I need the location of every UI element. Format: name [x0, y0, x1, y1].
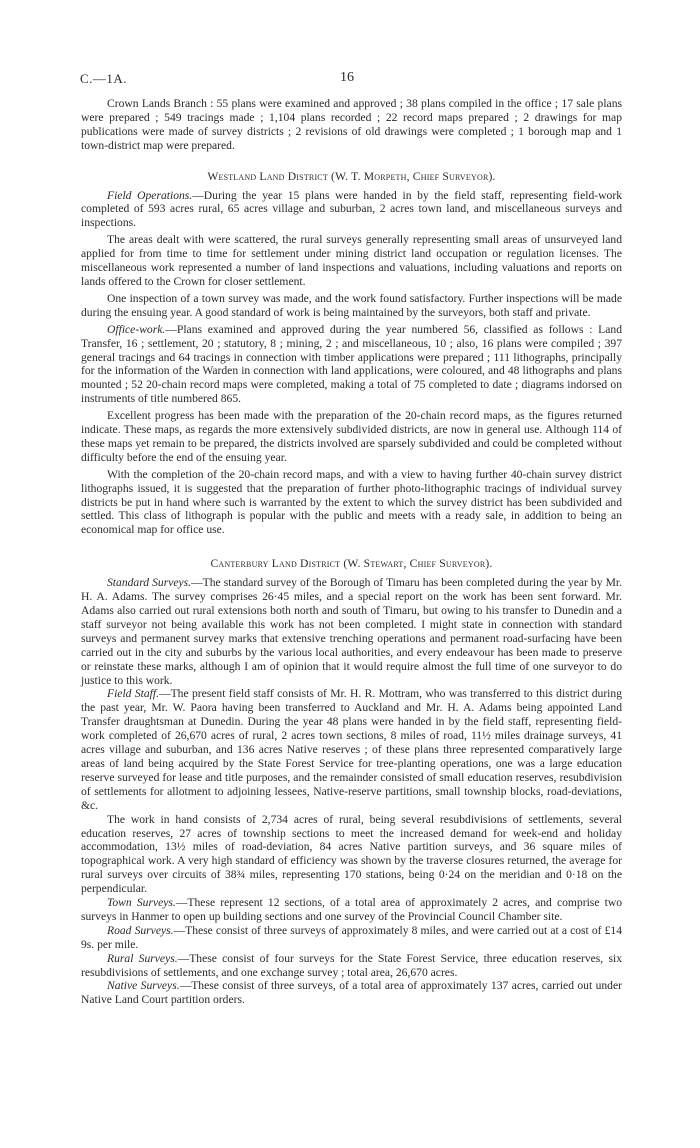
canterbury-standard-surveys-paragraph — [81, 576, 622, 687]
westland-heading: Westland Land District (W. T. Morpeth, Chief Surveyor). — [207, 169, 496, 183]
rural-surveys-text: —These consist of four surveys for the State Forest Service, three education reserves, six resubdivisions of settlements, and one exchange survey ; total area, 26,670 acres. — [81, 951, 622, 979]
westland-office-work-paragraph — [81, 323, 622, 406]
canterbury-native-surveys-paragraph — [81, 979, 622, 1007]
office-work-lead: Office-work. — [107, 322, 166, 336]
road-surveys-text: —These consist of three surveys of approximately 8 miles, and were carried out at a cost of £14 9s. per mile. — [81, 923, 623, 951]
field-staff-text: —The present field staff consists of Mr. H. R. Mottram, who was transferred to this district during the past year, Mr. W. Paora having been transferred to Auckland and Mr. H. A. Adams being appointed Land Transfer draughtsman at Dunedin. During the year 48 plans were handed in by the field staff, representing field-work completed of 26,670 acres of rural, 2 acres town sections, 8 miles of road, 11½ miles drainage surveys, 41 acres village and suburban, and 136 acres Native reserves ; of these plans three represented comparatively large areas of land being acquired by the State Forest Service for tree-planting operations, one was a large education reserve surveyed for lease and title purposes, and the remainder consisted of small education reserves, resubdivision of settlements for allotment to adjoining lessees, Native-reserve partitions, small township blocks, road-deviations, &c. — [81, 687, 622, 812]
westland-progress-paragraph: Excellent progress has been made with the preparation of the 20-chain record maps, as the figures returned indicate. These maps, as regards the more extensively subdivided districts, are now in general use. Although 114 of these maps yet remain to be prepared, the districts involved are sparsely subdivided and could be completed without difficulty before the end of the ensuing year. — [81, 409, 622, 464]
canterbury-field-staff-paragraph — [81, 687, 622, 812]
standard-surveys-lead: Standard Surveys. — [107, 576, 192, 590]
page-body — [81, 97, 622, 1007]
office-work-text: —Plans examined and approved during the year numbered 56, classified as follows : Land Transfer, 16 ; settlement, 20 ; statutory, 8 ; mining, 2 ; and miscellaneous, 10 ; also, 16 plans were compiled ; 397 general tracings and 64 tracings in connection with timber applications were prepared ; 111 lithographs, principally for the information of the Warden in connection with land applications, were coloured, and 48 lithographs and plans mounted ; 52 20-chain record maps were completed, making a total of 75 completed to date ; diagrams indorsed on instruments of title numbered 865. — [81, 322, 622, 406]
road-surveys-lead: Road Surveys. — [107, 923, 174, 937]
rural-surveys-lead: Rural Surveys. — [107, 951, 178, 965]
town-surveys-text: —These represent 12 sections, of a total area of approximately 2 acres, and comprise two surveys in Hanmer to open up building sections and one survey of the Provincial Council Chamber site. — [81, 896, 623, 923]
document-reference: C.—1A. — [80, 71, 128, 86]
standard-surveys-text: —The standard survey of the Borough of Timaru has been completed during the year by Mr. H. A. Adams. The survey comprises 26·45 miles, and a special report on the work has been sent forward. Mr. Adams also carried out rural extensions both north and south of Timaru, but owing to his transfer to Dunedin and a staff surveyor not being available this work has not been completed. I might state in connection with standard surveys and permanent survey marks that extensive trenching operations and permanent road-surfacing have been carried out in the city and suburbs by the various local authorities, and every endeavour has been made to preserve or reinstate these marks, although I am of opinion that it would require almost the full time of one surveyor to do justice to this work. — [81, 576, 622, 687]
field-operations-lead: Field Operations. — [107, 188, 193, 202]
westland-inspection-paragraph: One inspection of a town survey was made, and the work found satisfactory. Further inspections will be made during the ensuing year. A good standard of work is being maintained by the surveyors, both staff and private. — [81, 291, 622, 319]
canterbury-town-surveys-paragraph — [81, 896, 622, 924]
town-surveys-lead: Town Surveys. — [107, 896, 176, 910]
westland-field-operations-paragraph — [81, 189, 622, 231]
field-staff-lead: Field Staff. — [107, 687, 159, 701]
page-number: 16 — [340, 70, 354, 85]
canterbury-heading: Canterbury Land District (W. Stewart, Chief Surveyor). — [210, 557, 493, 571]
westland-areas-paragraph: The areas dealt with were scattered, the rural surveys generally representing small areas of unsurveyed land applied for from time to time for settlement under mining district land occupation or regulation licenses. The miscellaneous work represented a number of land inspections and valuations, including valuations and reports on lands offered to the Crown for closer settlement. — [81, 233, 622, 288]
field-operations-text: —During the year 15 plans were handed in by the field staff, representing field-work completed of 593 acres rural, 65 acres village and suburban, 2 acres town land, and miscellaneous surveys and inspections. — [81, 188, 622, 230]
westland-lithographs-paragraph: With the completion of the 20-chain record maps, and with a view to having further 40-chain survey district lithographs issued, it is suggested that the preparation of further photo-lithographic tracings of individual survey districts be put in hand where such is warranted by the extent to which the survey district has been subdivided and settled. This class of lithograph is popular with the public and meets with a ready sale, in addition to being an economical map for office use. — [81, 467, 622, 537]
canterbury-road-surveys-paragraph — [81, 924, 622, 952]
canterbury-work-in-hand-paragraph: The work in hand consists of 2,734 acres of rural, being several resubdivisions of settlements, several education reserves, 27 acres of township sections to meet the increased demand for week-end and holiday accommodation, 13½ miles of road-deviation, 84 acres Native partition surveys, and 36 square miles of topographical work. A very high standard of efficiency was shown by the traverse closures returned, the average for rural surveys over circuits of 38¾ miles, representing 170 stations, being 0·24 on the meridian and 0·18 on the perpendicular. — [81, 812, 622, 896]
crown-lands-paragraph: Crown Lands Branch : 55 plans were examined and approved ; 38 plans compiled in the office ; 17 sale plans were prepared ; 549 tracings made ; 1,104 plans recorded ; 22 record maps prepared ; 2 drawings for map publications were made of survey districts ; 2 revisions of old drawings were completed ; 1 borough map and 1 town-district map were prepared. — [81, 97, 622, 152]
native-surveys-lead: Native Surveys. — [107, 979, 180, 993]
native-surveys-text: —These consist of three surveys, of a total area of approximately 137 acres, carried out under Native Land Court partition orders. — [81, 979, 622, 1007]
canterbury-rural-surveys-paragraph — [81, 952, 622, 980]
